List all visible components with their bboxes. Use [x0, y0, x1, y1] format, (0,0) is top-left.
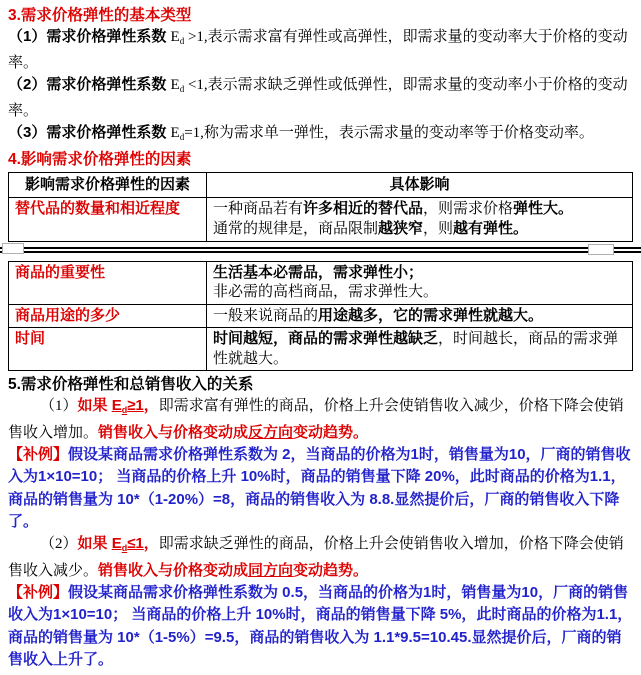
factors-table-part2: [8, 261, 633, 372]
factor-cell: 商品用途的多少: [9, 304, 207, 328]
page-break-line-top: [0, 247, 641, 249]
impact-cell: 一般来说商品的用途越多，它的需求弹性就越大。: [207, 304, 633, 328]
factor-cell: 时间: [9, 328, 207, 371]
factors-table-header-row: [9, 172, 633, 197]
page-break-line-bottom: [0, 251, 641, 253]
section5-item-1: （1）如果 $E_d\ge 1$，即需求富有弹性的商品，价格上升会使销售收入减少，价格下降会使销售收入增加。销售收入与价格变动成反方向变动趋势。: [8, 397, 624, 441]
section5-item-2: （2）如果 $E_d\le 1$，即需求缺乏弹性的商品，价格上升会使销售收入增加，价格下降会使销售收入减少。销售收入与价格变动成同方向变动趋势。: [8, 535, 624, 579]
factor-cell: 替代品的数量和相近程度: [9, 197, 207, 241]
impact-cell: 生活基本必需品，需求弹性小； 非必需的高档商品，需求弹性大。: [207, 261, 633, 304]
section3-item-1: （1）需求价格弹性系数 $E_d >1$,表示需求富有弹性或高弹性，即需求量的变动率大于价格的变动率。: [8, 28, 628, 71]
section5-example-2: 【补例】假设某商品需求价格弹性系数为 0.5，当商品的价格为1时，销售量为10，厂商的销售收入为1×10=10； 当商品的价格上升 10%时，商品的销售量下降 5%，此时商品的价格为1.1，商品的销售量为 10*（1-5%）=9.5，商品的销售收入为 1.1*9.5=10.45.显然提价后，厂商的销售收入上升了。: [8, 584, 633, 669]
section3-item-3: （3）需求价格弹性系数 $E_d=1$,称为需求单一弹性，表示需求量的变动率等于价格变动率。: [8, 124, 594, 142]
table-row-substitutes: [9, 197, 633, 241]
table-row-importance: [9, 261, 633, 304]
table-row-time: [9, 328, 633, 371]
section3-item-2: （2）需求价格弹性系数 $E_d <1$,表示需求缺乏弹性或低弹性，即需求量的变动率小于价格的变动率。: [8, 76, 628, 119]
table-split-handle-right: [588, 244, 614, 255]
table-split-handle-left: [2, 243, 24, 254]
page-break-marker: [0, 247, 641, 255]
impact-cell: 时间越短，商品的需求弹性越缺乏，时间越长，商品的需求弹性就越大。: [207, 328, 633, 371]
factors-table-part1: [8, 172, 633, 242]
impact-col-header: 具体影响: [207, 172, 633, 197]
factor-cell: 商品的重要性: [9, 261, 207, 304]
impact-cell: 一种商品若有许多相近的替代品，则需求价格弹性大。 通常的规律是，商品限制越狭窄，则越有弹性。: [207, 197, 633, 241]
section5-example-1: 【补例】假设某商品需求价格弹性系数为 2，当商品的价格为1时，销售量为10，厂商的销售收入为1×10=10； 当商品的价格上升 10%时，商品的销售量下降 20%，此时商品的价格为1.1，商品的销售量为 10*（1-20%）=8，商品的销售收入为 8.8.显然提价后，厂商的销售收入下降了。: [8, 446, 631, 530]
section4-heading: 4.影响需求价格弹性的因素: [8, 150, 192, 168]
section3-heading: 3.需求价格弹性的基本类型: [8, 7, 192, 24]
section5-heading: 5.需求价格弹性和总销售收入的关系: [8, 376, 254, 393]
factors-col-header: 影响需求价格弹性的因素: [9, 172, 207, 197]
table-row-uses: [9, 304, 633, 328]
